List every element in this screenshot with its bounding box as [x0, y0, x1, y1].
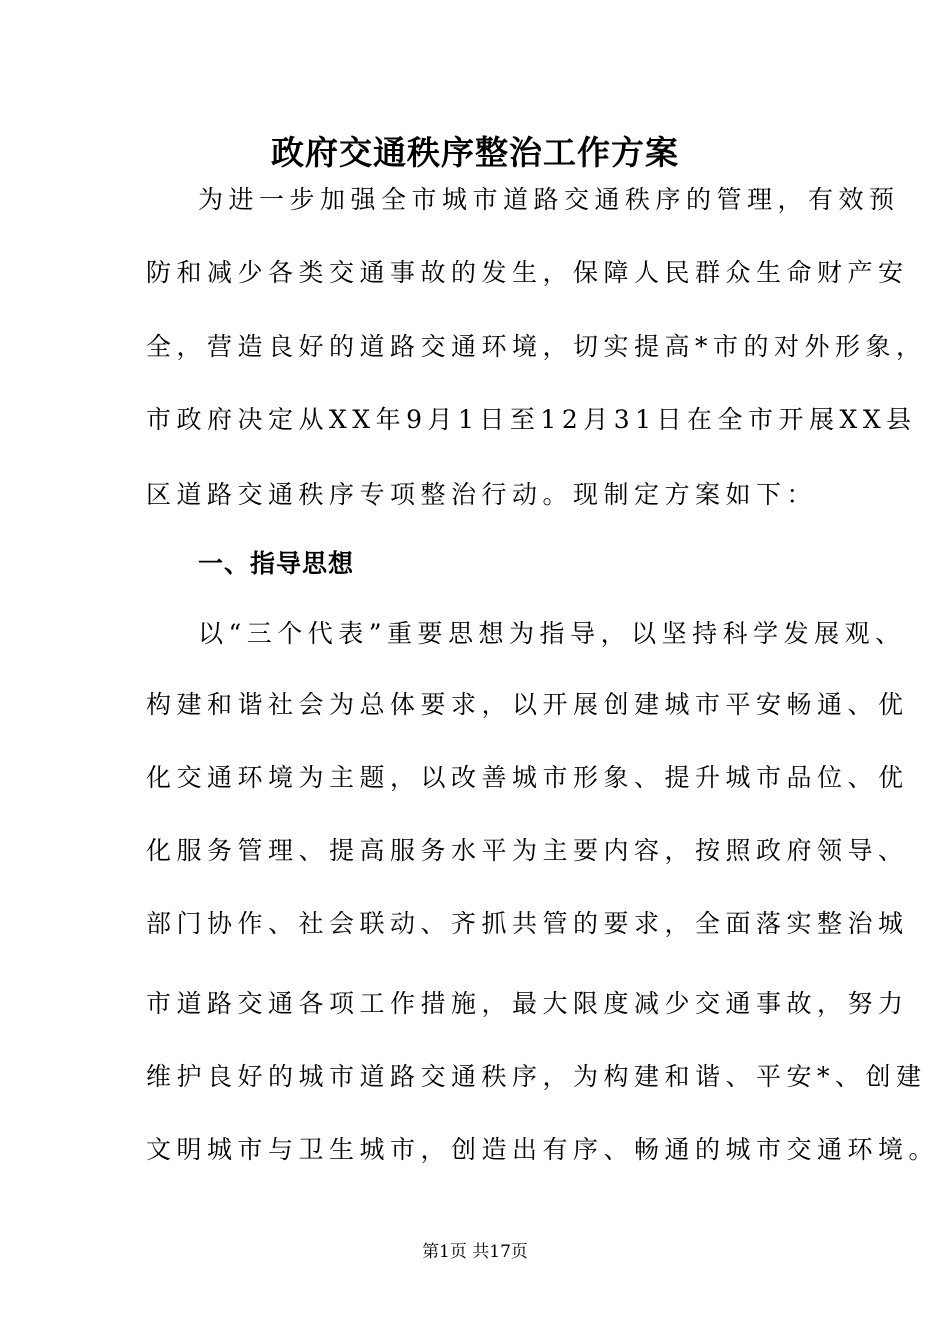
body-line: 化服务管理、提高服务水平为主要内容，按照政府领导、	[146, 836, 909, 865]
body-line: 以“三个代表”重要思想为指导，以坚持科学发展观、	[198, 619, 906, 648]
intro-line: 为进一步加强全市城市道路交通秩序的管理，有效预	[198, 185, 900, 214]
page-number: 第1页 共17页	[422, 1242, 528, 1262]
body-line: 市道路交通各项工作措施，最大限度减少交通事故，努力	[146, 989, 909, 1018]
document-title: 政府交通秩序整治工作方案	[271, 133, 679, 172]
body-line: 构建和谐社会为总体要求，以开展创建城市平安畅通、优	[146, 690, 909, 719]
body-line: 化交通环境为主题，以改善城市形象、提升城市品位、优	[146, 763, 909, 792]
section-heading: 一、指导思想	[198, 549, 355, 578]
body-line: 部门协作、社会联动、齐抓共管的要求，全面落实整治城	[146, 909, 909, 938]
body-line: 文明城市与卫生城市，创造出有序、畅通的城市交通环境。	[146, 1135, 940, 1164]
body-line: 维护良好的城市道路交通秩序，为构建和谐、平安*、创建	[146, 1062, 927, 1091]
intro-line: 防和减少各类交通事故的发生，保障人民群众生命财产安	[146, 258, 909, 287]
intro-line: 全，营造良好的道路交通环境，切实提高*市的对外形象，	[146, 332, 927, 361]
intro-line: 区道路交通秩序专项整治行动。现制定方案如下：	[146, 480, 818, 509]
intro-line: 市政府决定从XX年9月1日至12月31日在全市开展XX县	[146, 405, 917, 434]
